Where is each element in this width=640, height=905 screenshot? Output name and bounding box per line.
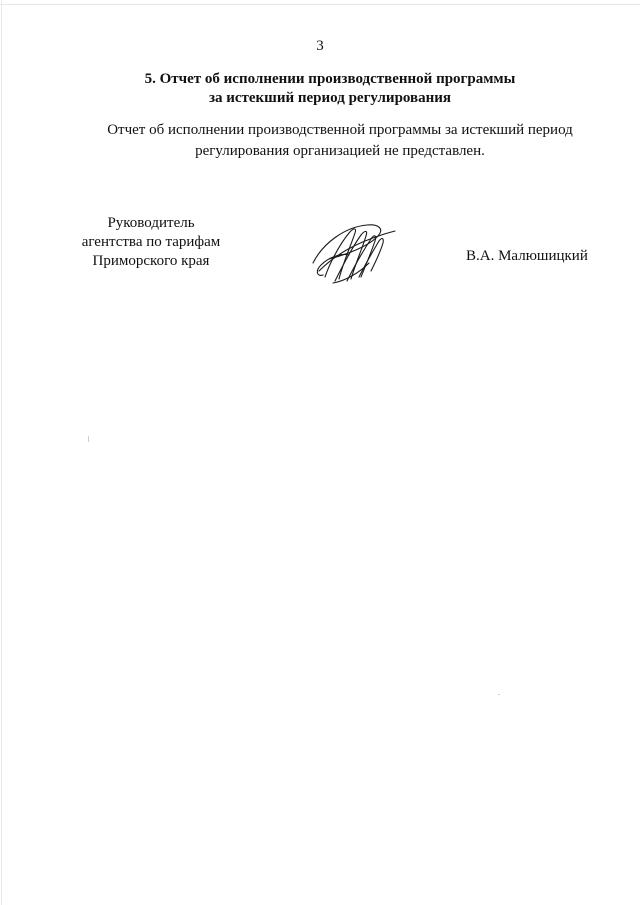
handwritten-signature-icon	[305, 215, 400, 285]
section-heading-line-2: за истекший период регулирования	[208, 90, 452, 106]
scan-speck	[498, 694, 500, 695]
scan-top-border	[0, 4, 640, 5]
section-heading-line-1: 5. Отчет об исполнении производственной программы	[144, 71, 516, 87]
signer-position-line-1: Руководитель	[107, 215, 195, 231]
report-statement-line-2: регулирования организацией не представлен.	[195, 143, 485, 159]
signer-position-line-2: агентства по тарифам	[81, 234, 221, 250]
page-number: 3	[316, 38, 324, 54]
signer-position	[66, 214, 236, 271]
report-statement-line-1: Отчет об исполнении производственной программы за истекший период	[107, 122, 573, 138]
scan-speck	[88, 436, 89, 442]
section-heading	[60, 70, 600, 108]
signer-position-line-3: Приморского края	[92, 253, 210, 269]
scan-left-border	[1, 0, 2, 905]
signer-name: В.А. Малюшицкий	[466, 248, 588, 264]
report-statement	[60, 120, 620, 162]
